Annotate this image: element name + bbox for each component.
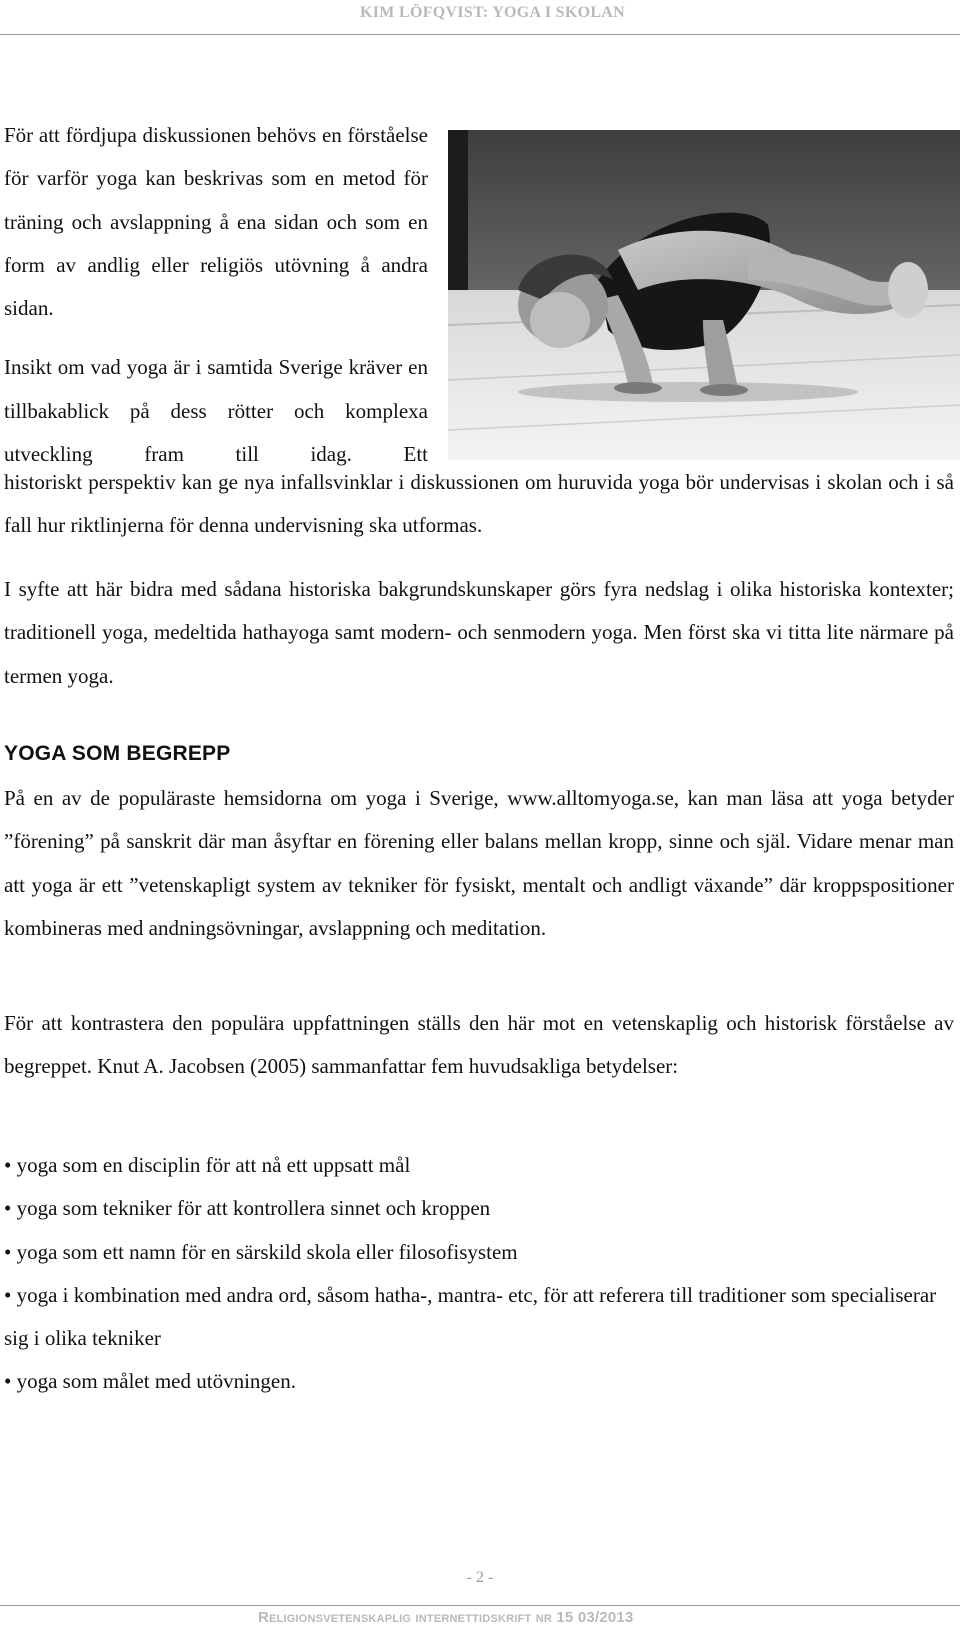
paragraph-popular-definition (4, 777, 954, 950)
footer-rule (0, 1605, 960, 1606)
paragraph-purpose (4, 568, 954, 698)
running-header: KIM LÖFQVIST: YOGA I SKOLAN (360, 4, 626, 21)
yoga-pose-photo (448, 130, 960, 460)
paragraph-continued (4, 461, 954, 548)
meanings-list (4, 1144, 954, 1404)
running-footer: Religionsvetenskaplig internettidskrift nr 15 03/2013 (258, 1609, 634, 1626)
intro-paragraph-1: För att fördjupa diskussionen behövs en förståelse för varför yoga kan beskrivas som en metod för träning och avslappning å ena sidan och som en form av andlig eller religiös utövning å andra sidan. (4, 123, 428, 321)
page-number: - 2 - (466, 1569, 494, 1586)
intro-paragraph-2: Insikt om vad yoga är i samtida Sverige kräver en tillbakablick på dess rötter och komplexa utveckling fram till idag. Ett (4, 355, 428, 467)
yoga-pose-image (448, 130, 960, 460)
list-item: • yoga som ett namn för en särskild skola eller filosofisystem (4, 1231, 954, 1274)
list-item: • yoga som tekniker för att kontrollera sinnet och kroppen (4, 1187, 954, 1230)
paragraph-jacobsen: För att kontrastera den populära uppfattningen ställs den här mot en vetenskaplig och historisk förståelse av begreppet. Knut A. Jacobsen (2005) sammanfattar fem huvudsakliga betydelser: (4, 1011, 954, 1079)
list-item: • yoga i kombination med andra ord, såsom hatha-, mantra- etc, för att referera till traditioner som specialiserar sig i olika tekniker (4, 1274, 954, 1361)
paragraph-alltomyoga: På en av de populäraste hemsidorna om yoga i Sverige, www.alltomyoga.se, kan man läsa att yoga betyder ”förening” på sanskrit där man åsyftar en förening eller balans mellan kropp, sinne och själ. Vidare menar man att yoga är ett ”vetenskapligt system av tekniker för fysiskt, mentalt och andligt växande” där kroppspositioner kombineras med andningsövningar, avslappning och meditation. (4, 786, 954, 940)
paragraph-historical-perspective: historiskt perspektiv kan ge nya infallsvinklar i diskussionen om huruvida yoga bör undervisas i skolan och i så fall hur riktlinjerna för denna undervisning ska utformas. (4, 470, 954, 538)
list-item: • yoga som en disciplin för att nå ett uppsatt mål (4, 1144, 954, 1187)
header-rule (0, 34, 960, 35)
paragraph-scientific-understanding (4, 1002, 954, 1089)
list-item: • yoga som målet med utövningen. (4, 1360, 954, 1403)
intro-text (4, 114, 428, 476)
section-heading: YOGA SOM BEGREPP (4, 742, 231, 765)
paragraph-historical-contexts: I syfte att här bidra med sådana historiska bakgrundskunskaper görs fyra nedslag i olika historiska kontexter; traditionell yoga, medeltida hathayoga samt modern- och senmodern yoga. Men först ska vi titta lite närmare på termen yoga. (4, 577, 954, 688)
